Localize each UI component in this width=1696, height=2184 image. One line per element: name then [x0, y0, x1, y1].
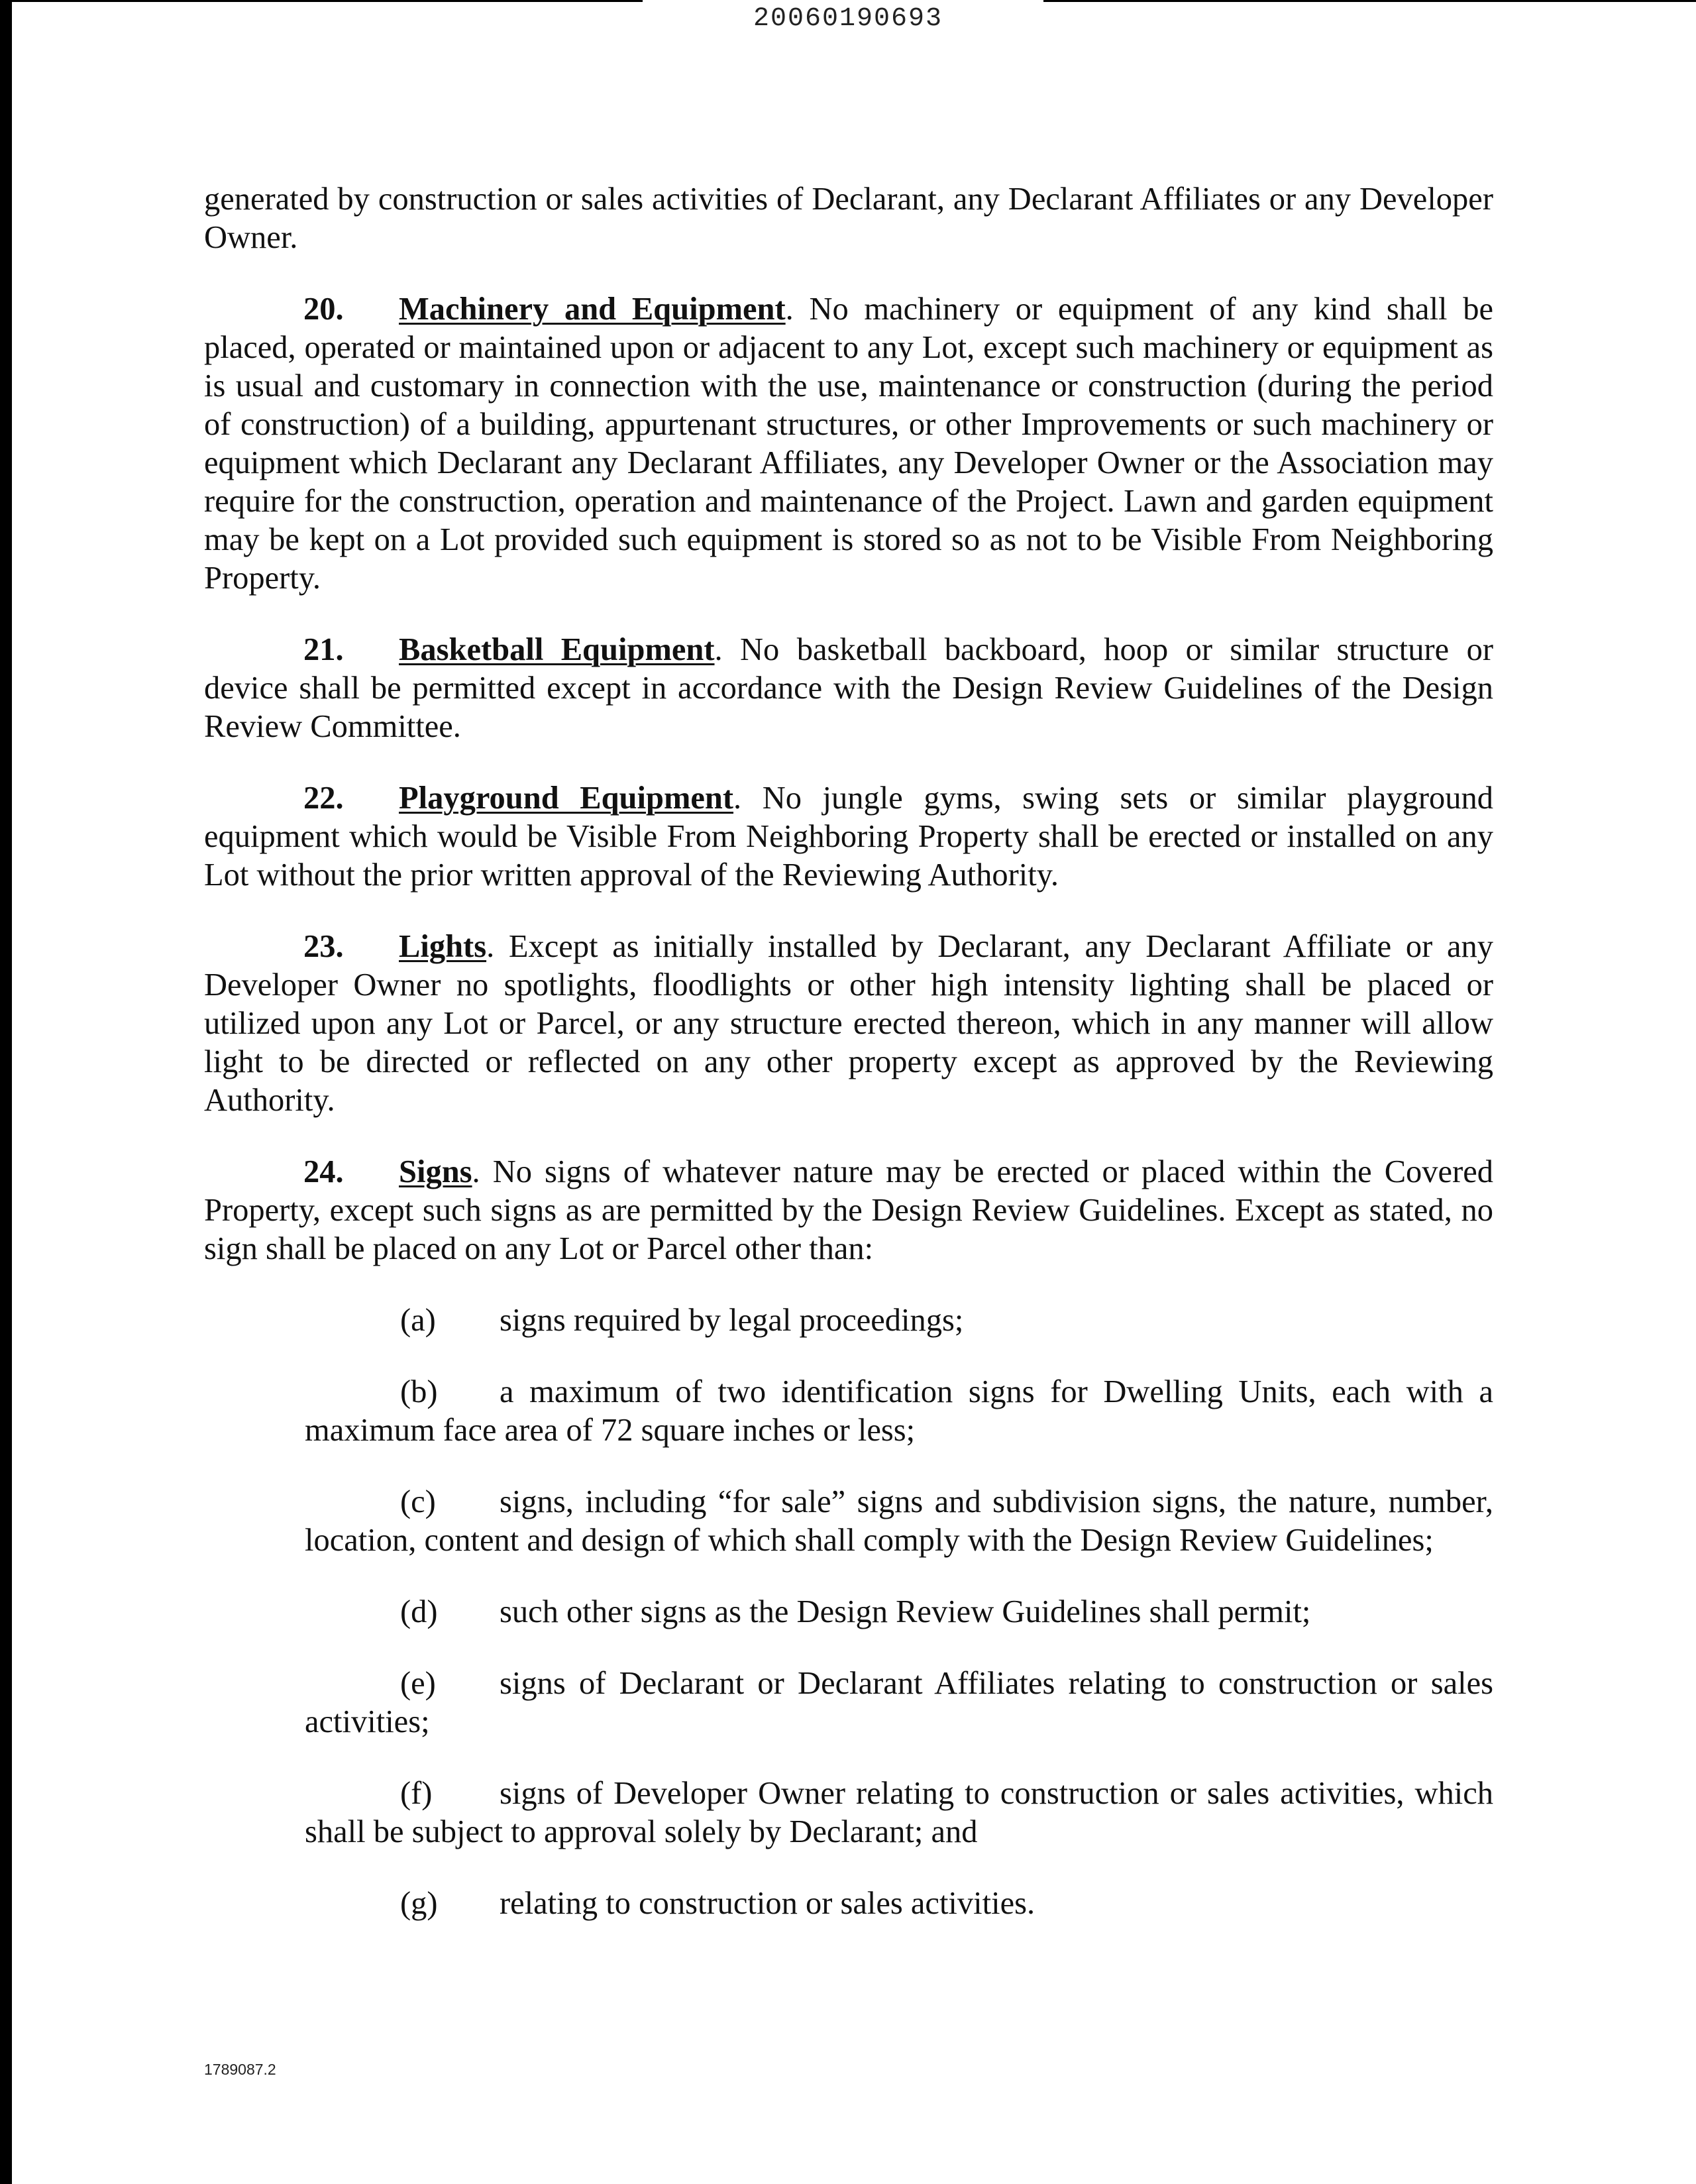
section-body: . Except as initially installed by Declarant, any Declarant Affiliate or any Developer Owner no spotlights, floodlights or other high intensity lighting shall be placed or utilized upon any Lot or Parcel, or any structure erected thereon, which in any manner will allow light to be directed or reflected on any other property except as approved by the Reviewing Authority. — [204, 929, 1493, 1118]
sign-item-text: signs required by legal proceedings; — [500, 1303, 964, 1338]
section-title: Lights — [399, 929, 487, 964]
sign-item-label: (c) — [400, 1484, 436, 1519]
sign-item-label: (b) — [400, 1374, 438, 1409]
sign-item-text: such other signs as the Design Review Guidelines shall permit; — [500, 1594, 1311, 1629]
section-body: . No basketball backboard, hoop or similar structure or device shall be permitted except in accordance with the Design Review Guidelines of the Design Review Committee. — [204, 632, 1493, 744]
section-number: 21. — [303, 632, 344, 667]
sign-item-text: signs, including “for sale” signs and subdivision signs, the nature, number, location, content and design of which shall comply with the Design Review Guidelines; — [305, 1484, 1493, 1558]
sign-item-a — [204, 1301, 1493, 1340]
sign-item-b — [204, 1373, 1493, 1450]
header-rule-left — [0, 0, 643, 2]
section-body: . No signs of whatever nature may be erected or placed within the Covered Property, except such signs as are permitted by the Design Review Guidelines. Except as stated, no sign shall be placed on any Lot or Parcel other than: — [204, 1154, 1493, 1266]
section-number: 22. — [303, 781, 344, 816]
section-23 — [204, 928, 1493, 1120]
document-body — [204, 180, 1493, 1956]
section-title: Machinery and Equipment — [399, 292, 786, 327]
sign-item-label: (g) — [400, 1886, 438, 1921]
sign-item-label: (d) — [400, 1594, 438, 1629]
sign-item-label: (f) — [400, 1776, 433, 1811]
header-rule-right — [1043, 0, 1696, 2]
sign-item-text: a maximum of two identification signs for Dwelling Units, each with a maximum face area of 72 square inches or less; — [305, 1374, 1493, 1448]
section-title: Basketball Equipment — [399, 632, 715, 667]
sign-item-d — [204, 1593, 1493, 1631]
document-code: 1789087.2 — [204, 2061, 276, 2078]
section-20 — [204, 290, 1493, 598]
sign-item-list — [204, 1301, 1493, 1923]
section-number: 24. — [303, 1154, 344, 1189]
section-body: . No machinery or equipment of any kind shall be placed, operated or maintained upon or adjacent to any Lot, except such machinery or equipment as is usual and customary in connection with the use, maintenance or construction (during the period of construction) of a building, appurtenant structures, or other Improvements or such machinery or equipment which Declarant any Declarant Affiliates, any Developer Owner or the Association may require for the construction, operation and maintenance of the Project. Lawn and garden equipment may be kept on a Lot provided such equipment is stored so as not to be Visible From Neighboring Property. — [204, 292, 1493, 596]
sign-item-text: signs of Developer Owner relating to construction or sales activities, which shall be subject to approval solely by Declarant; and — [305, 1776, 1493, 1849]
sign-item-text: signs of Declarant or Declarant Affiliates relating to construction or sales activities; — [305, 1666, 1493, 1739]
section-title: Playground Equipment — [399, 781, 734, 816]
sign-item-c — [204, 1483, 1493, 1560]
sign-item-f — [204, 1774, 1493, 1851]
sign-item-e — [204, 1665, 1493, 1741]
sign-item-label: (e) — [400, 1666, 436, 1701]
section-number: 23. — [303, 929, 344, 964]
section-number: 20. — [303, 292, 344, 327]
intro-paragraph: generated by construction or sales activities of Declarant, any Declarant Affiliates or any Developer Owner. — [204, 182, 1493, 255]
section-24 — [204, 1153, 1493, 1268]
sign-item-label: (a) — [400, 1303, 436, 1338]
sign-item-text: relating to construction or sales activities. — [500, 1886, 1035, 1921]
sign-item-g — [204, 1884, 1493, 1923]
recording-number: 20060190693 — [753, 4, 943, 34]
scan-edge-bar — [0, 0, 12, 2184]
section-21 — [204, 631, 1493, 746]
section-body: . No jungle gyms, swing sets or similar playground equipment which would be Visible From Neighboring Property shall be erected or installed on any Lot without the prior written approval of the Reviewing Authority. — [204, 781, 1493, 893]
section-title: Signs — [399, 1154, 472, 1189]
section-22 — [204, 779, 1493, 895]
